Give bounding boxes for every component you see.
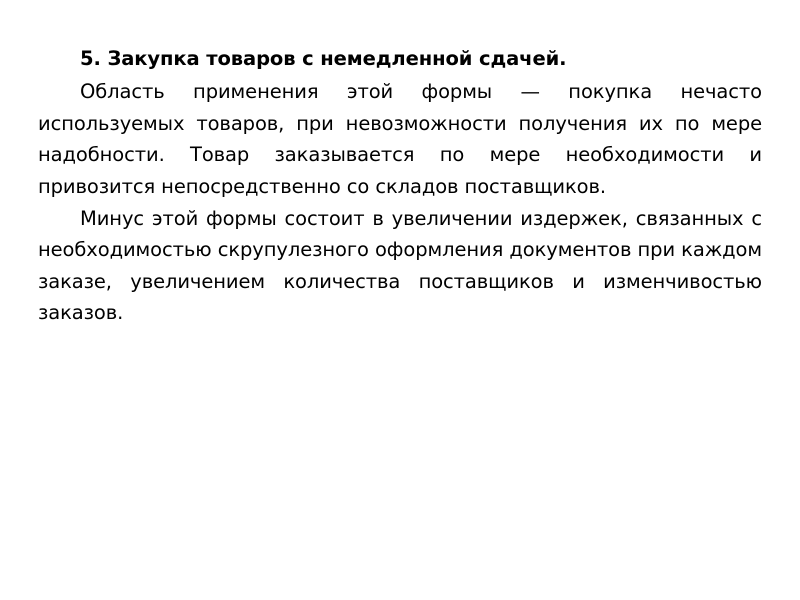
slide-paragraph-1: Область применения этой формы — покупка нечасто используемых товаров, при невозможности получения их по мере надобности. Товар заказывается по мере необходимости и привозится непосредственно со складов поставщиков. bbox=[38, 80, 762, 199]
slide-paragraph-2: Минус этой формы состоит в увеличении издержек, связанных с необходимостью скрупулезного оформления документов при каждом заказе, увеличением количества поставщиков и изменчивостью заказов. bbox=[38, 206, 762, 325]
slide-content bbox=[38, 46, 762, 329]
slide-heading: 5. Закупка товаров с немедленной сдачей. bbox=[80, 47, 567, 70]
